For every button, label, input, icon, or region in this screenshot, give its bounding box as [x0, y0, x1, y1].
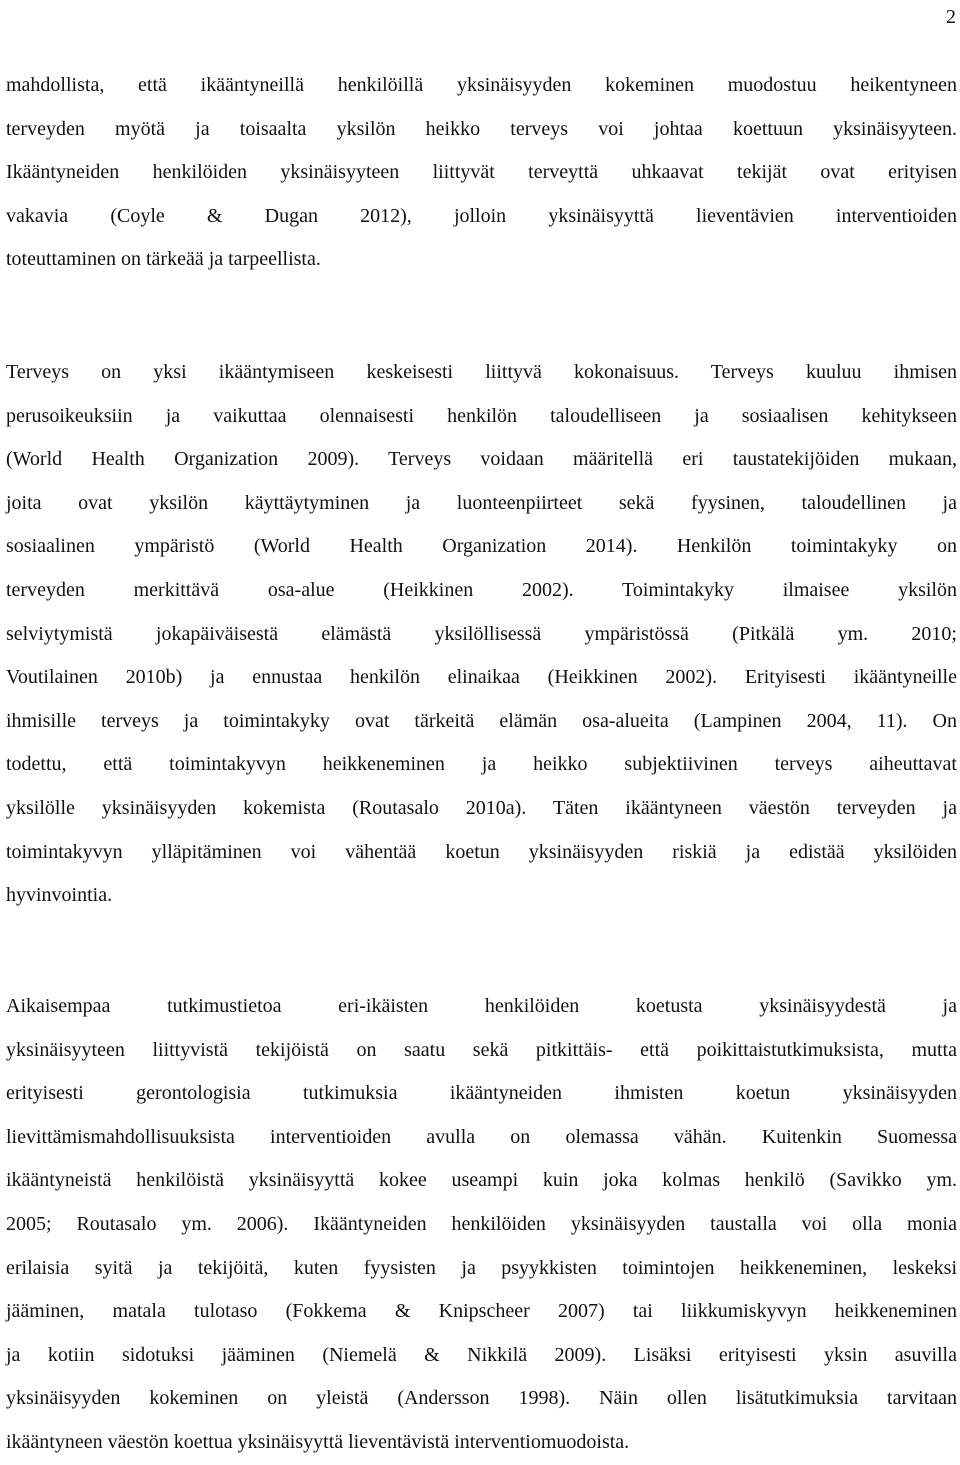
text-line: jääminen, matala tulotaso (Fokkema & Knipscheer 2007) tai liikkumiskyvyn heikkeneminen: [6, 1300, 957, 1323]
text-line: joita ovat yksilön käyttäytyminen ja luonteenpiirteet sekä fyysinen, taloudellinen ja: [6, 491, 957, 514]
text-line: Aikaisempaa tutkimustietoa eri-ikäisten henkilöiden koetusta yksinäisyydestä ja: [6, 995, 957, 1017]
text-line: toteuttaminen on tärkeää ja tarpeellista.: [6, 248, 321, 271]
paragraph-3: [6, 985, 957, 1465]
page-number: 2: [946, 6, 956, 28]
text-line: selviytymistä jokapäiväisestä elämästä yksilöllisessä ympäristössä (Pitkälä ym. 2010;: [6, 622, 957, 645]
text-line: ikääntyneen väestön koettua yksinäisyyttä lieventävistä interventiomuodoista.: [6, 1430, 630, 1453]
text-line: erilaisia syitä ja tekijöitä, kuten fyysisten ja psyykkisten toimintojen heikkeneminen, leskeksi: [6, 1256, 957, 1279]
paragraph-2: [6, 351, 957, 918]
text-line: Voutilainen 2010b) ja ennustaa henkilön elinaikaa (Heikkinen 2002). Erityisesti ikääntyneille: [6, 666, 957, 689]
text-line: vakavia (Coyle & Dugan 2012), jolloin yksinäisyyttä lieventävien interventioiden: [6, 204, 957, 227]
text-line: ja kotiin sidotuksi jääminen (Niemelä & Nikkilä 2009). Lisäksi erityisesti yksin asuvilla: [6, 1343, 957, 1366]
text-line: mahdollista, että ikääntyneillä henkilöillä yksinäisyyden kokeminen muodostuu heikentyneen: [6, 74, 957, 96]
text-line: hyvinvointia.: [6, 884, 113, 907]
text-line: sosiaalinen ympäristö (World Health Organization 2014). Henkilön toimintakyky on: [6, 535, 957, 558]
text-line: perusoikeuksiin ja vaikuttaa olennaisesti henkilön taloudelliseen ja sosiaalisen kehitykseen: [6, 404, 957, 427]
text-line: toimintakyvyn ylläpitäminen voi vähentää koetun yksinäisyyden riskiä ja edistää yksilöiden: [6, 840, 957, 863]
text-line: Ikääntyneiden henkilöiden yksinäisyyteen liittyvät terveyttä uhkaavat tekijät ovat erityisen: [6, 161, 957, 184]
text-line: ihmisille terveys ja toimintakyky ovat tärkeitä elämän osa-alueita (Lampinen 2004, 11). On: [6, 709, 957, 732]
text-line: lievittämismahdollisuuksista interventioiden avulla on olemassa vähän. Kuitenkin Suomessa: [6, 1125, 957, 1148]
text-line: yksilölle yksinäisyyden kokemista (Routasalo 2010a). Täten ikääntyneen väestön terveyden ja: [6, 796, 957, 819]
text-line: ikääntyneistä henkilöistä yksinäisyyttä kokee useampi kuin joka kolmas henkilö (Savikko ym.: [6, 1169, 957, 1192]
text-line: todettu, että toimintakyvyn heikkeneminen ja heikko subjektiivinen terveys aiheuttavat: [6, 753, 957, 776]
text-line: Terveys on yksi ikääntymiseen keskeisesti liittyvä kokonaisuus. Terveys kuuluu ihmisen: [6, 361, 957, 383]
paragraph-1: [6, 64, 957, 282]
text-line: 2005; Routasalo ym. 2006). Ikääntyneiden henkilöiden yksinäisyyden taustalla voi olla monia: [6, 1212, 957, 1235]
text-line: yksinäisyyteen liittyvistä tekijöistä on saatu sekä pitkittäis- että poikittaistutkimuksista, mutta: [6, 1038, 957, 1061]
text-line: (World Health Organization 2009). Terveys voidaan määritellä eri taustatekijöiden mukaan,: [6, 448, 957, 471]
text-line: yksinäisyyden kokeminen on yleistä (Andersson 1998). Näin ollen lisätutkimuksia tarvitaan: [6, 1387, 957, 1410]
text-line: erityisesti gerontologisia tutkimuksia ikääntyneiden ihmisten koetun yksinäisyyden: [6, 1082, 957, 1105]
text-line: terveyden merkittävä osa-alue (Heikkinen 2002). Toimintakyky ilmaisee yksilön: [6, 578, 957, 601]
text-line: terveyden myötä ja toisaalta yksilön heikko terveys voi johtaa koettuun yksinäisyyteen.: [6, 117, 957, 140]
